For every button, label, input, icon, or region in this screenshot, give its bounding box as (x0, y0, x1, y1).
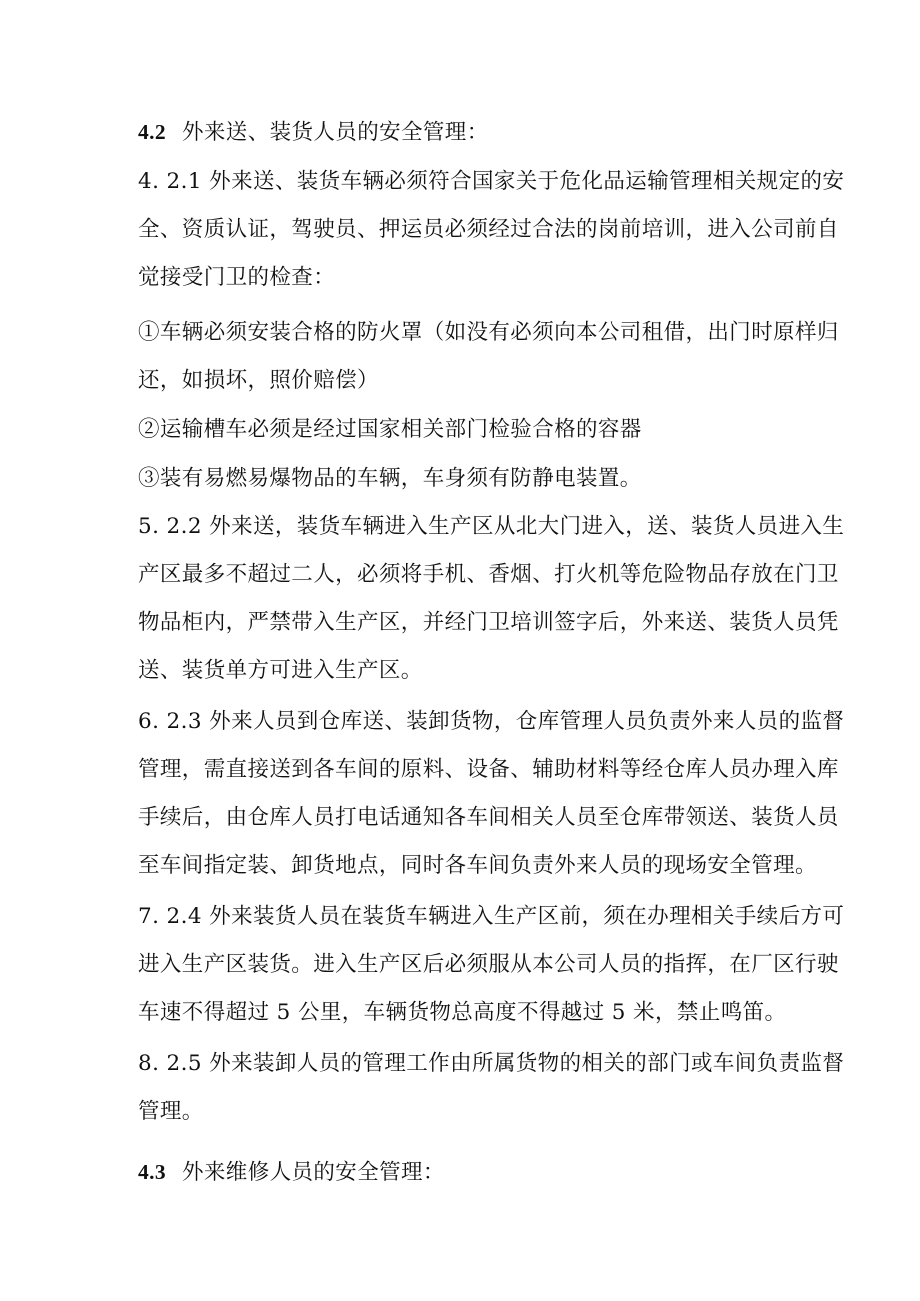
paragraph-4-2-1-line-2: 全、资质认证，驾驶员、押运员必须经过合法的岗前培训，进入公司前自 (138, 217, 839, 242)
section-title: 外来维修人员的安全管理： (182, 1160, 445, 1185)
paragraph-4-2-4-line-3: 车速不得超过 5 公里，车辆货物总高度不得越过 5 米，禁止鸣笛。 (138, 1000, 787, 1025)
paragraph-4-2-5-line-1: 8. 2.5 外来装卸人员的管理工作由所属货物的相关的部门或车间负责监督 (138, 1051, 845, 1076)
paragraph-4-2-3-line-1: 6. 2.3 外来人员到仓库送、装卸货物，仓库管理人员负责外来人员的监督 (138, 709, 845, 734)
section-number: 4.2 (138, 120, 167, 144)
section-heading-4-3 (138, 1157, 445, 1188)
section-number: 4.3 (138, 1160, 167, 1184)
paragraph-4-2-2-line-3: 物品柜内，严禁带入生产区，并经门卫培训签字后，外来送、装货人员凭 (138, 610, 839, 635)
paragraph-4-2-3-line-3: 手续后，由仓库人员打电话通知各车间相关人员至仓库带领送、装货人员 (138, 805, 839, 830)
paragraph-4-2-5-line-2: 管理。 (138, 1099, 204, 1124)
paragraph-4-2-3-line-4: 至车间指定装、卸货地点，同时各车间负责外来人员的现场安全管理。 (138, 853, 817, 878)
list-item-2: ②运输槽车必须是经过国家相关部门检验合格的容器 (138, 417, 642, 442)
paragraph-4-2-4-line-1: 7. 2.4 外来装货人员在装货车辆进入生产区前，须在办理相关手续后方可 (138, 904, 845, 929)
list-item-1-line-1: ①车辆必须安装合格的防火罩（如没有必须向本公司租借，出门时原样归 (138, 320, 839, 345)
paragraph-4-2-1-line-1: 4. 2.1 外来送、装货车辆必须符合国家关于危化品运输管理相关规定的安 (138, 169, 845, 194)
paragraph-4-2-1-line-3: 觉接受门卫的检查： (138, 265, 336, 290)
paragraph-4-2-2-line-1: 5. 2.2 外来送，装货车辆进入生产区从北大门进入，送、装货人员进入生 (138, 514, 845, 539)
paragraph-4-2-3-line-2: 管理，需直接送到各车间的原料、设备、辅助材料等经仓库人员办理入库 (138, 757, 839, 782)
list-item-3: ③装有易燃易爆物品的车辆，车身须有防静电装置。 (138, 466, 642, 491)
list-item-1-line-2: 还，如损坏，照价赔偿） (138, 368, 379, 393)
section-heading-4-2 (138, 117, 489, 148)
paragraph-4-2-4-line-2: 进入生产区装货。进入生产区后必须服从本公司人员的指挥，在厂区行驶 (138, 952, 839, 977)
section-title: 外来送、装货人员的安全管理： (182, 120, 489, 145)
paragraph-4-2-2-line-4: 送、装货单方可进入生产区。 (138, 658, 423, 683)
paragraph-4-2-2-line-2: 产区最多不超过二人，必须将手机、香烟、打火机等危险物品存放在门卫 (138, 562, 839, 587)
